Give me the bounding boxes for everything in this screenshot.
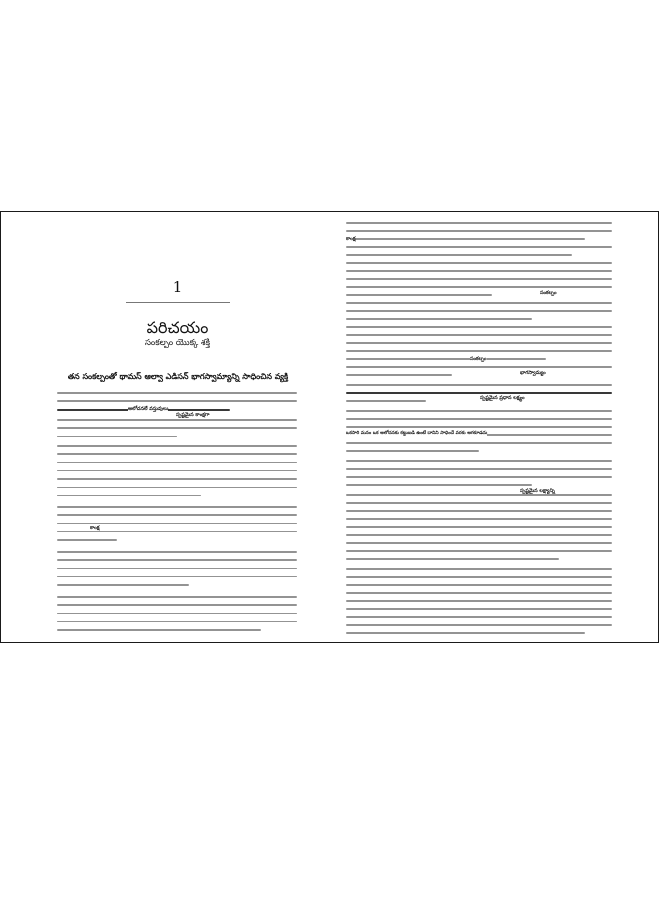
text-line bbox=[57, 559, 297, 561]
emphasis-text: ఆలోచనలే వస్తువులు bbox=[128, 406, 169, 412]
text-line bbox=[57, 445, 297, 447]
text-line bbox=[346, 246, 612, 248]
text-line bbox=[57, 629, 261, 631]
text-line bbox=[346, 460, 612, 462]
text-line bbox=[346, 568, 612, 570]
text-line bbox=[346, 384, 612, 386]
text-line bbox=[346, 476, 612, 478]
text-line bbox=[346, 270, 612, 272]
text-line bbox=[346, 400, 426, 402]
text-line bbox=[346, 576, 612, 578]
text-line bbox=[57, 436, 177, 438]
text-line bbox=[346, 254, 572, 256]
text-line bbox=[57, 596, 297, 598]
text-line bbox=[346, 518, 612, 520]
chapter-divider bbox=[126, 302, 230, 303]
text-line bbox=[346, 616, 612, 618]
text-line bbox=[57, 487, 297, 489]
text-line bbox=[57, 462, 297, 464]
text-line bbox=[57, 400, 297, 402]
text-line bbox=[346, 318, 532, 320]
text-line bbox=[346, 494, 612, 496]
text-line bbox=[346, 358, 546, 360]
text-line bbox=[346, 418, 612, 420]
text-line bbox=[57, 531, 297, 533]
text-line bbox=[57, 584, 189, 586]
text-line bbox=[346, 592, 612, 594]
text-line bbox=[346, 510, 612, 512]
text-line bbox=[346, 550, 612, 552]
text-line bbox=[346, 374, 452, 376]
text-line bbox=[57, 604, 297, 606]
text-line bbox=[346, 222, 612, 224]
text-line bbox=[346, 302, 612, 304]
text-line bbox=[57, 427, 297, 429]
text-line bbox=[57, 453, 297, 455]
text-line bbox=[346, 230, 612, 232]
text-line bbox=[346, 310, 612, 312]
emphasis-text: ఒకసారి మనం ఒక ఆలోచనకు కట్టుబడి ఉంటే దానిని సాధించే వరకు ఆగకూడదు bbox=[346, 431, 488, 436]
emphasis-text: స్పష్టమైన లక్ష్యాన్ని bbox=[520, 488, 555, 494]
text-line bbox=[346, 262, 612, 264]
text-line bbox=[57, 470, 297, 472]
emphasis-text: సంకల్పం bbox=[470, 356, 487, 362]
text-line bbox=[346, 426, 612, 428]
text-line bbox=[346, 450, 479, 452]
text-line bbox=[57, 514, 297, 516]
text-line bbox=[346, 392, 612, 394]
text-line bbox=[57, 523, 297, 525]
text-line bbox=[346, 558, 559, 560]
emphasis-text: కాంక్ష bbox=[90, 525, 100, 531]
text-line bbox=[57, 539, 117, 541]
text-line bbox=[346, 502, 612, 504]
text-line bbox=[346, 534, 612, 536]
text-line bbox=[57, 419, 297, 421]
text-line bbox=[57, 495, 201, 497]
text-line bbox=[346, 632, 585, 634]
text-line bbox=[57, 478, 297, 480]
chapter-title: పరిచయం bbox=[146, 318, 209, 337]
text-line bbox=[346, 286, 612, 288]
text-line bbox=[346, 468, 612, 470]
text-line bbox=[346, 294, 492, 296]
chapter-number: 1 bbox=[172, 278, 183, 296]
text-line bbox=[346, 410, 612, 412]
text-line bbox=[57, 551, 297, 553]
text-line bbox=[57, 568, 297, 570]
emphasis-text: భాగస్వామ్యం bbox=[520, 370, 546, 376]
text-line bbox=[346, 238, 585, 240]
text-line bbox=[346, 366, 612, 368]
emphasis-text: కాంక్ష bbox=[346, 236, 356, 242]
text-line bbox=[57, 613, 297, 615]
text-line bbox=[57, 392, 297, 394]
text-line bbox=[346, 442, 612, 444]
text-line bbox=[346, 608, 612, 610]
chapter-subtitle: సంకల్పం యొక్క శక్తి bbox=[144, 338, 211, 348]
text-line bbox=[346, 526, 612, 528]
text-line bbox=[346, 334, 612, 336]
text-line bbox=[346, 350, 612, 352]
emphasis-text: సంకల్పం bbox=[540, 290, 557, 296]
emphasis-text: స్పష్టమైన కాంక్షగా bbox=[176, 412, 210, 418]
text-line bbox=[346, 542, 612, 544]
section-heading: తన సంకల్పంతో థామస్ ఆల్వా ఎడిసన్ భాగస్వామ్యాన్ని సాధించిన వ్యక్తి bbox=[67, 372, 289, 381]
text-line bbox=[57, 506, 297, 508]
text-line bbox=[57, 576, 297, 578]
text-line bbox=[346, 600, 612, 602]
text-line bbox=[346, 326, 612, 328]
text-line bbox=[346, 342, 612, 344]
emphasis-text: స్పష్టమైన ప్రధాన లక్ష్యం bbox=[480, 395, 525, 401]
text-line bbox=[346, 278, 612, 280]
text-line bbox=[346, 584, 612, 586]
text-line bbox=[57, 621, 297, 623]
text-line bbox=[346, 624, 612, 626]
text-line bbox=[346, 484, 532, 486]
